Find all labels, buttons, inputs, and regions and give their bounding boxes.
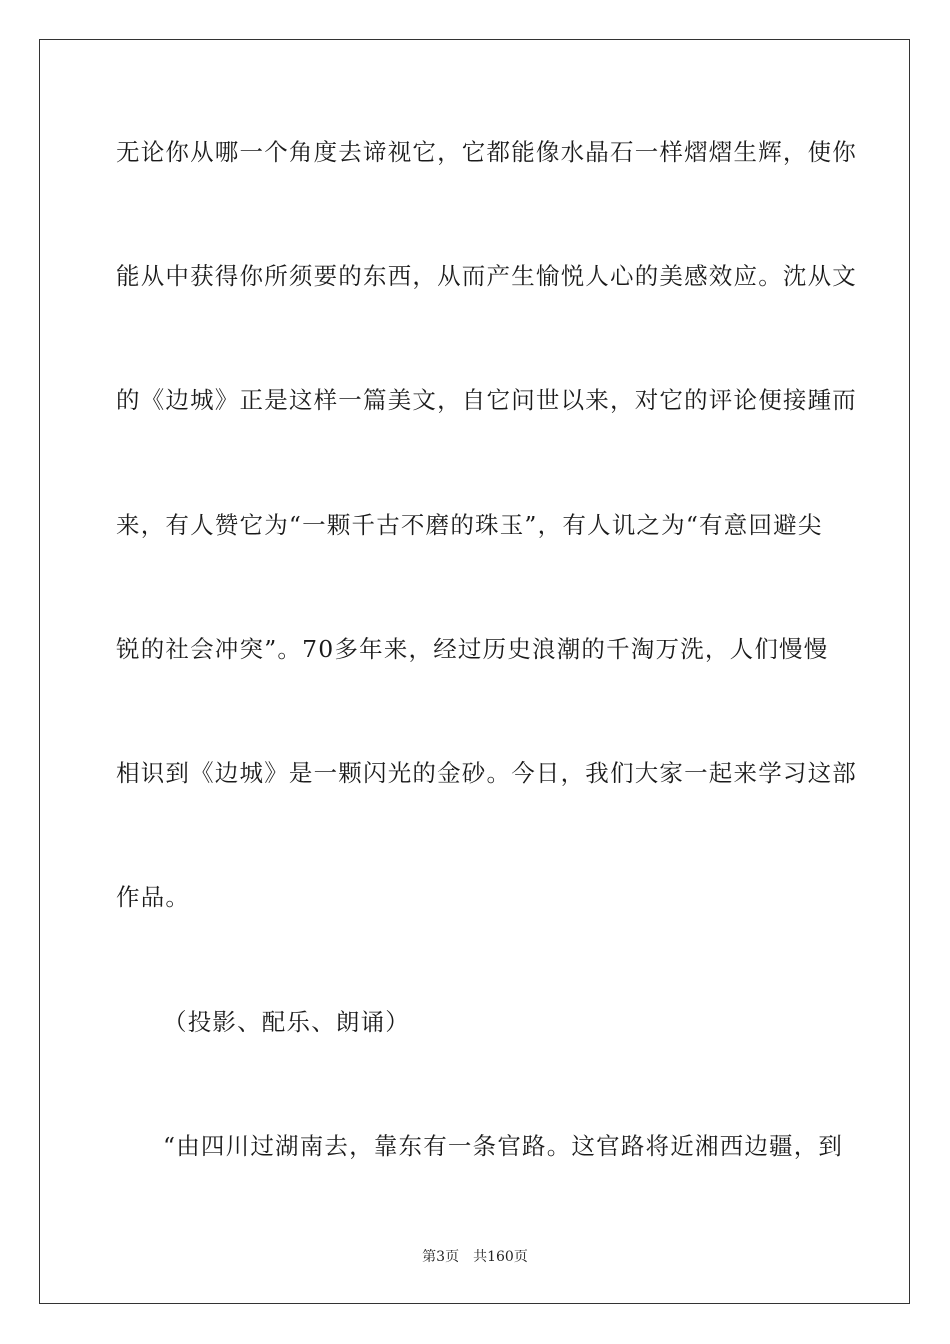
page-footer [0, 1248, 950, 1266]
text-line-7: 作品。 [116, 883, 191, 911]
text-line-1: 无论你从哪一个角度去谛视它，它都能像水晶石一样熠熠生辉，使你 [116, 138, 857, 166]
page-border [39, 39, 910, 1304]
text-line-9: “由四川过湖南去，靠东有一条官路。这官路将近湘西边疆，到 [163, 1132, 844, 1160]
text-line-5: 锐的社会冲突”。70多年来，经过历史浪潮的千淘万洗，人们慢慢 [116, 635, 829, 663]
text-line-6: 相识到《边城》是一颗闪光的金砂。今日，我们大家一起来学习这部 [116, 759, 857, 787]
text-line-2: 能从中获得你所须要的东西，从而产生愉悦人心的美感效应。沈从文 [116, 262, 857, 290]
text-line-8: （投影、配乐、朗诵） [163, 1008, 410, 1036]
text-line-4: 来，有人赞它为“一颗千古不磨的珠玉”，有人讥之为“有意回避尖 [116, 511, 823, 539]
page-number: 第3页 [422, 1249, 460, 1265]
total-pages: 共160页 [473, 1249, 528, 1265]
text-line-3: 的《边城》正是这样一篇美文，自它问世以来，对它的评论便接踵而 [116, 386, 857, 414]
